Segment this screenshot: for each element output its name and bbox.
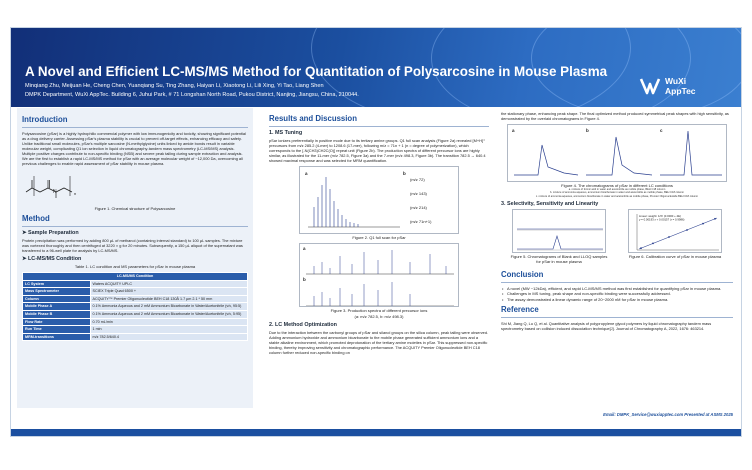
table-cell-value: 0.1% Ammonia Aqueous and 2 mM Ammonium Bicarbonate in Water/Acetonitrile (v/v, 95:5) xyxy=(90,303,248,311)
title-banner xyxy=(11,28,741,107)
svg-text:a: a xyxy=(303,246,306,251)
footer-strip xyxy=(11,429,741,437)
intro-text: Polysarcosine (pSar) is a highly hydrophilic commercial polymer with low immunogenicity and toxicity, showing significant potential as a drug delivery carrier. Assessing pSar's plasma stability is crucial to prevent off-target effects, enhancing efficacy and safety. Unlike traditional small molecules, pSar's multiple sarcosine (N-methylglycine) units linked by amide bonds result in variable molecular weight, complicating Q1 ion selection in liquid chromatography-tandem mass spectrometry (LC-MS/MS) analysis. Multiple positive charges contribute to non-specific binding (NSB) and severe peak tailing during sample extraction and analysis. We are the first to establish a rapid LC-MS/MS method for pSar with an average molecular weight of ~12,000 Da, overcoming all previous challenges to enable rapid assessment of pSar stability in mouse plasma. xyxy=(22,131,246,166)
figure-3-product-spectra xyxy=(299,243,459,307)
lc-optimization-heading: 2. LC Method Optimization xyxy=(269,322,337,328)
sample-prep-heading: ➤ Sample Preparation xyxy=(22,230,79,236)
figure-4-chromatograms xyxy=(507,124,727,182)
chromatograms-image xyxy=(508,125,727,182)
table-row xyxy=(23,288,248,296)
figure-5-caption: Figure 5. Chromatograms of Blank and LLOQ samples for pSar in mouse plasma xyxy=(510,253,608,264)
figure-4-notes xyxy=(501,188,733,198)
table-cell-key: Mobile Phase A xyxy=(23,303,91,311)
sample-prep-label: Sample Preparation xyxy=(28,230,79,236)
table-body xyxy=(23,280,248,341)
table-cell-value: 0.1% Ammonia Aqueous and 2 mM Ammonium Bicarbonate in Water/Acetonitrile (v/v, 5:95) xyxy=(90,310,248,318)
table-cell-value: SCIEX Triple Quad 6500 + xyxy=(90,288,248,296)
q1-scan-spectrum-image xyxy=(300,167,459,234)
table-row xyxy=(23,303,248,311)
fig2-label-214: (m/z 214) xyxy=(410,205,427,210)
figure-5-6-row xyxy=(501,209,733,267)
calibration-legend-line1: Linear: weight: 1/X² (0.0000 + 4E) xyxy=(639,213,681,218)
ms-tuning-heading: 1. MS Tuning xyxy=(269,130,303,136)
divider xyxy=(269,126,489,127)
table-cell-key: Column xyxy=(23,295,91,303)
table-row xyxy=(23,280,248,288)
conclusion-heading: Conclusion xyxy=(501,269,544,279)
figure-6-block xyxy=(625,209,725,267)
conclusion-item: • Challenges in MS tuning, peak shape and non-specific binding were successfully addressed. xyxy=(501,291,733,296)
lc-optimization-text-continued: the stationary phase, enhancing peak shape. The final optimized method produced symmetrical peak shapes with high sensitivity, as demonstrated by the overlaid chromatograms in Figure 4. xyxy=(501,111,729,121)
table-cell-key: Flow Rate xyxy=(23,318,91,326)
figure-6-caption: Figure 6. Calibration curve of pSar in mouse plasma xyxy=(628,253,722,259)
logo-mark-icon xyxy=(639,75,661,97)
figure-2-q1-scan xyxy=(299,166,459,234)
fig2-label-72: (m/z 72) xyxy=(410,177,425,182)
conclusion-item: • The assay demonstrated a linear dynamic range of 20~2000 nM for pSar in mouse plasma. xyxy=(501,297,733,302)
svg-text:c: c xyxy=(660,128,663,133)
table-header: LC-MS/MS Condition xyxy=(23,273,248,281)
figure-4-caption: Figure 4. The chromatograms of pSar in different LC conditions xyxy=(561,183,673,188)
poster-title: A Novel and Efficient LC-MS/MS Method for Quantitation of Polysarcosine in Mouse Plasma xyxy=(25,64,608,79)
figure-5-chromatograms xyxy=(512,209,606,253)
calibration-curve-image xyxy=(629,210,722,253)
divider xyxy=(501,282,733,283)
results-heading: Results and Discussion xyxy=(269,114,357,123)
nitrogen-atom-label: N xyxy=(53,189,57,195)
svg-text:b: b xyxy=(303,277,306,282)
table-cell-key: Mobile Phase B xyxy=(23,310,91,318)
polysarcosine-structure-diagram xyxy=(22,168,82,198)
figure-4-note-a: a. mixture of formic acid in water and acetonitrile as mobile phase, BEH C18 column xyxy=(568,188,666,191)
table-row xyxy=(23,333,248,341)
table-cell-value: m/z 782.5/640.4 xyxy=(90,333,248,341)
wuxi-apptec-logo xyxy=(639,74,729,100)
logo-text-wuxi: WuXi xyxy=(665,76,687,86)
svg-text:a: a xyxy=(305,171,308,176)
divider xyxy=(22,127,248,128)
table-cell-value: 0.70 mL/min xyxy=(90,318,248,326)
sample-prep-text: Protein precipitation was performed by adding 800 µL of methanol (containing internal standard) to 100 µL samples. The mixture was vortexed thoroughly and then centrifuged at 3220 × g for 20 minutes. Subsequently, a 150 µL aliquot of the supernatant was transferred to a 96-well plate for analysis by LC-MS/MS. xyxy=(22,238,243,253)
calibration-legend-line2: y = 0.00193 x + 0.00157 (r = 0.9986) xyxy=(639,217,685,222)
blank-lloq-image xyxy=(513,210,606,253)
reference-heading: Reference xyxy=(501,305,539,315)
poster xyxy=(10,27,742,437)
table-cell-value: 1 min xyxy=(90,326,248,334)
figure-1-caption: Figure 1. Chemical structure of Polysarcosine xyxy=(94,206,176,211)
lcms-condition-label: LC-MS/MS Condition xyxy=(28,256,82,262)
figure-6-calibration xyxy=(628,209,722,253)
logo-text-apptec: AppTec xyxy=(665,86,696,96)
conclusion-item: • A novel (MW ~12kDa), efficient, and rapid LC-MS/MS method was first established for quantifying pSar in mouse plasma. xyxy=(501,286,733,291)
figure-3-subcaption: (a: m/z 782.5, b: m/z 498.3) xyxy=(354,314,404,319)
divider xyxy=(501,317,733,318)
table-row xyxy=(23,326,248,334)
table-cell-key: Mass Spectrometer xyxy=(23,288,91,296)
divider xyxy=(22,226,248,227)
table-cell-value: Waters ACQUITY UPLC xyxy=(90,280,248,288)
svg-text:b: b xyxy=(403,171,406,176)
lcms-condition-heading: ➤ LC-MS/MS Condition xyxy=(22,256,82,262)
lcms-condition-table xyxy=(22,272,248,341)
table-cell-key: LC System xyxy=(23,280,91,288)
left-column xyxy=(17,108,253,408)
affiliation: DMPK Department, WuXi AppTec. Building 6, Juhui Park, # 71 Longshan North Road, Pukou District, Nanjing, Jiangsu, China, 210044. xyxy=(25,92,359,98)
figure-4-note-b: b. mixture of ammonia aqueous, ammonium bicarbonate in water and acetonitrile as mobile phase, BEH C18 column xyxy=(550,191,684,195)
author-list: Minqiang Zhu, Meijuan He, Cheng Chen, Yuanqiang Su, Ting Zhang, Haiyan Li, Xiaotong Li, Lili Xing, Yi Tao, Liang Shen xyxy=(25,83,324,89)
table-cell-value: ACQUITY™ Premier Oligonucleotide BEH C18 130Å 1.7 µm 2.1 * 50 mm xyxy=(90,295,248,303)
figure-4-note-c: c. mixture of ammonia aqueous, ammonium bicarbonate in water and acetonitrile as mobile phase, Premier Oligonucleotide BEH C18 column xyxy=(535,194,699,198)
svg-text:a: a xyxy=(512,128,515,133)
lc-optimization-text: Due to the interaction between the carbonyl groups of pSar and silanol groups on the silica column, peak tailing were observed. Adding ammonium hydroxide and ammonium bicarbonate to the mobile phase generated sufficient ammonium ions and a stable alkaline environment, which promoted deprotonation of the tertiary amine moieties in pSar. This suppressed non-specific binding, thereby improving sensitivity and chromatographic performance. The ACQUITY Premier Oligonucleotide BEH C18 column further reduced non-specific binding on xyxy=(269,330,489,355)
table-1-caption: Table 1. LC condition and MS parameters for pSar in mouse plasma xyxy=(74,264,196,269)
table-row xyxy=(23,295,248,303)
figure-5-block xyxy=(509,209,609,267)
table-cell-key: Run Time xyxy=(23,326,91,334)
method-heading: Method xyxy=(22,214,50,223)
product-spectra-image xyxy=(300,244,459,307)
middle-column xyxy=(265,108,493,408)
ms-tuning-text: pSar ionizes preferentially in positive mode due to its tertiary amine groups. Q1 full scan analysis (Figure 2a) revealed [M+H]⁺ precursors from m/z 285.2 (4-mer) to 1208.6 (17-mer), following m/z = 71n + 1 (n = degree of polymerization), which corresponds to the [-N(CH3)CH2C(O)] repeat unit (Figure 2b). The production spectra of different precursor ions are highly similar, as illustrated for the 11-mer (m/z 782.5, Figure 3a) and the 7-mer (m/z 498.3, Figure 3b). The transition 782.5 → 640.4 showed maximal response and was selected for MRM quantification. xyxy=(269,138,486,163)
contact-email-link[interactable]: Email: DMPK_Service@wuxiapptec.com Presented at ASMS 2025 xyxy=(603,412,733,417)
right-column xyxy=(497,108,737,408)
reference-text: Shi M, Jiang Q, Lu Q, et al. Quantitative analysis of polypropylene glycol polymers by liquid chromatography tandem mass spectrometry based on collision induced dissociation technique[J]. Journal of Chromatography A, 2022, 1676: 463214. xyxy=(501,321,712,332)
svg-text:b: b xyxy=(586,128,589,133)
intro-heading: Introduction xyxy=(22,115,68,124)
fig2-label-71n: (m/z 71n+1) xyxy=(410,219,432,224)
table-cell-key: MRM-transitions xyxy=(23,333,91,341)
selectivity-heading: 3. Selectivity, Sensitivity and Linearity xyxy=(501,200,599,207)
repeat-n-label: n xyxy=(74,191,77,196)
figure-3-caption: Figure 3. Production spectra of different precursor ions xyxy=(330,308,428,313)
table-row xyxy=(23,318,248,326)
figure-2-caption: Figure 2. Q1 full scan for pSar xyxy=(352,235,406,240)
table-row xyxy=(23,310,248,318)
fig2-label-143: (m/z 143) xyxy=(410,191,427,196)
footer xyxy=(11,408,741,437)
